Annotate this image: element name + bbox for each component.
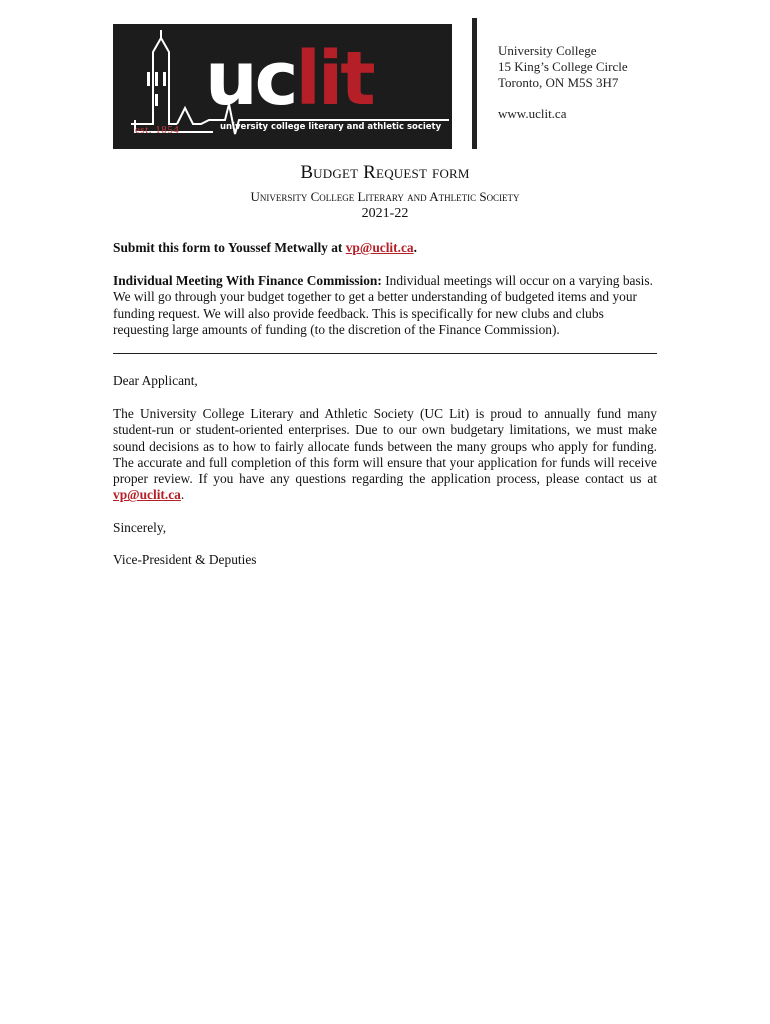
- logo-tagline: university college literary and athletic society: [220, 122, 442, 132]
- meeting-label: Individual Meeting With Finance Commission:: [113, 273, 382, 288]
- logo-established: est. 1854: [135, 124, 180, 136]
- submit-instruction: Submit this form to Youssef Metwally at vp@uclit.ca.: [113, 240, 417, 255]
- header-divider: [472, 18, 477, 149]
- address-block: [498, 43, 628, 122]
- meeting-paragraph: [113, 273, 657, 338]
- submit-email-link[interactable]: vp@uclit.ca: [345, 240, 414, 255]
- academic-year: 2021-22: [361, 206, 409, 221]
- address-line-2: 15 King’s College Circle: [498, 59, 628, 74]
- letter-closing: Sincerely,: [113, 520, 167, 535]
- letter-signature: Vice-President & Deputies: [113, 552, 257, 567]
- page-title: Budget Request form: [300, 162, 470, 183]
- address-line-3: Toronto, ON M5S 3H7: [498, 75, 619, 90]
- meeting-text: Individual meetings will occur on a varying basis. We will go through your budget together to get a better understanding of budgeted items and your funding request. We will also provide feedback. This is specifically for new clubs and clubs requesting large amounts of funding (to the discretion of the Finance Commission).: [113, 273, 653, 337]
- contact-email-link[interactable]: vp@uclit.ca: [113, 487, 181, 503]
- page-subtitle: University College Literary and Athletic Society: [250, 189, 520, 204]
- logo-wordmark: uclit: [205, 36, 373, 122]
- section-divider: [113, 353, 657, 354]
- uclit-logo: [113, 24, 452, 149]
- address-line-1: University College: [498, 43, 597, 58]
- website-link[interactable]: www.uclit.ca: [498, 106, 567, 121]
- letter-body: The University College Literary and Athletic Society (UC Lit) is proud to annually fund many student-run or student-oriented enterprises. Due to our own budgetary limitations, we must make sound decisions as to how to fairly allocate funds between the many groups who apply for funding. The accurate and full completion of this form will ensure that your application for funds will receive proper review. If you have any questions regarding the application process, please contact us at vp@uclit.ca.: [113, 406, 657, 503]
- letter-greeting: Dear Applicant,: [113, 373, 198, 388]
